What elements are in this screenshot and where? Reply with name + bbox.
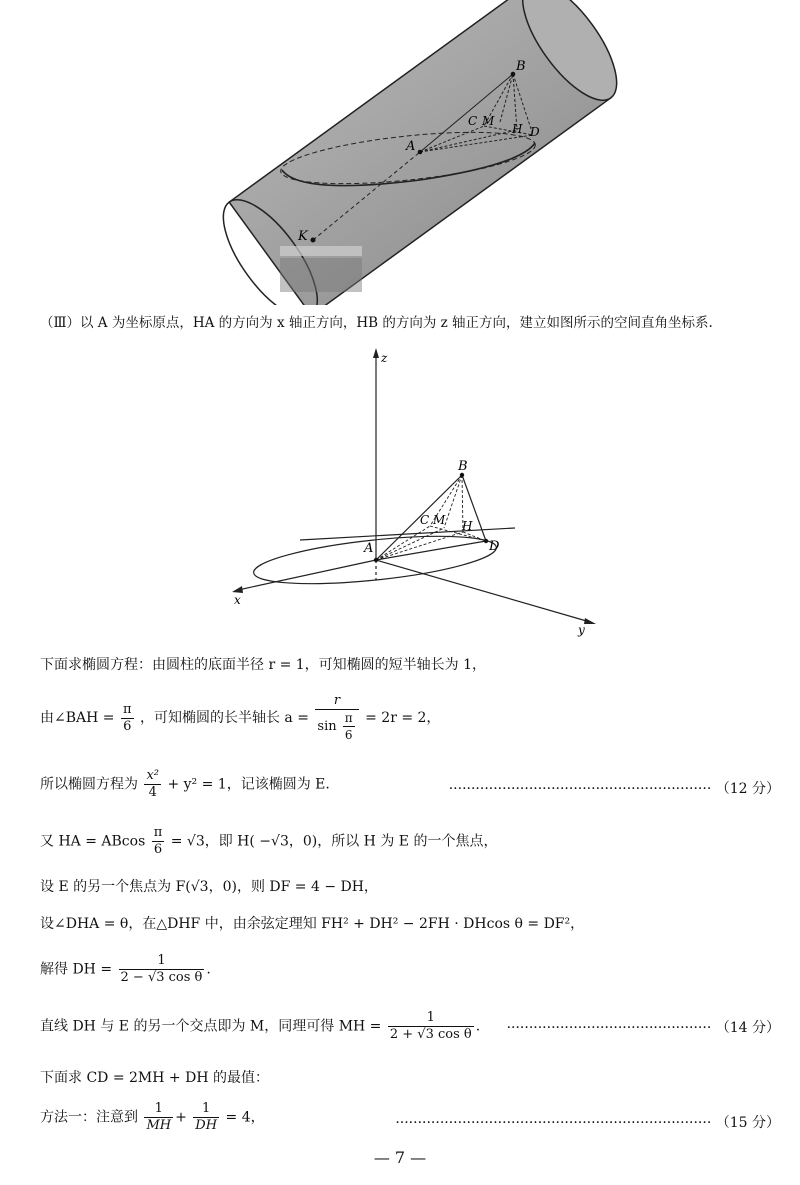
line-solve-DH: 解得 DH = $\frac{1}{\text{2 − √3 cos θ}}$ . [40,953,211,985]
fig1-label-A: A [406,139,416,154]
fig2-label-z: z [381,351,388,365]
line-ellipse-eq: 所以椭圆方程为 $\frac{\text{x²}}{4}$ + y² = 1，记该椭圆为 E. [40,768,330,800]
fig2-label-C: C [420,513,430,527]
fig2-label-B: B [458,459,468,474]
line-law-of-cosines: 设∠DHA = θ，在△DHF 中，由余弦定理知 FH² + DH² − 2FH · DHcos θ = DF²， [40,916,585,932]
score-14: （14 分） [715,1020,780,1036]
y-axis [376,560,590,622]
fig2-label-D: D [489,539,500,554]
score-12: （12 分） [715,781,780,797]
ellipse-major-axis [300,528,515,540]
cylinder-figure [0,0,800,305]
line-method-one: 方法一：注意到 $\frac{1}{MH}$ + $\frac{1}{DH}$ = 4， [40,1101,265,1133]
fig2-label-y: y [578,623,585,637]
fig1-label-H: H [512,122,523,136]
fig2-label-x: x [234,593,241,607]
line-MH: 直线 DH 与 E 的另一个交点即为 M，同理可得 MH = $\frac{1}{\text{2 + √3 cos θ}}$ . [40,1010,481,1042]
fig2-label-H: H [462,519,473,533]
page-number: — 7 — [373,1148,427,1167]
line-focus: 又 HA = ABcos $\frac{\pi}{6}$ = √3，即 H( −√3，0)，所以 H 为 E 的一个焦点， [40,825,498,857]
coordinate-figure [0,340,800,640]
x-axis [238,560,376,590]
fig1-label-M: M [482,114,495,128]
line-other-focus: 设 E 的另一个焦点为 F(√3，0)，则 DF = 4 − DH， [40,879,378,895]
line-major-axis: 由∠BAH = $\frac{\pi}{6}$ ，可知椭圆的长半轴长 a = r sin $\frac{\pi}{6}$ = 2r = 2， [40,693,441,742]
fig1-label-B: B [516,59,526,74]
part3-intro: （Ⅲ）以 A 为坐标原点，HA 的方向为 x 轴正方向，HB 的方向为 z 轴正方向，建立如图所示的空间直角坐标系. [40,315,713,331]
fig1-label-C: C [468,114,478,128]
fig1-label-K: K [298,229,308,244]
line-extremum: 下面求 CD = 2MH + DH 的最值： [40,1070,269,1086]
fig1-label-D: D [530,125,540,139]
frac-r-sin: r sin $\frac{\pi}{6}$ [315,693,358,743]
fig2-label-A: A [364,541,374,556]
frac-pi-6: $\frac{\pi}{6}$ [122,701,132,734]
fig2-label-M: M [433,513,446,527]
score-15: （15 分） [715,1115,780,1131]
line-ellipse-setup: 下面求椭圆方程：由圆柱的底面半径 r = 1，可知椭圆的短半轴长为 1， [40,657,487,673]
